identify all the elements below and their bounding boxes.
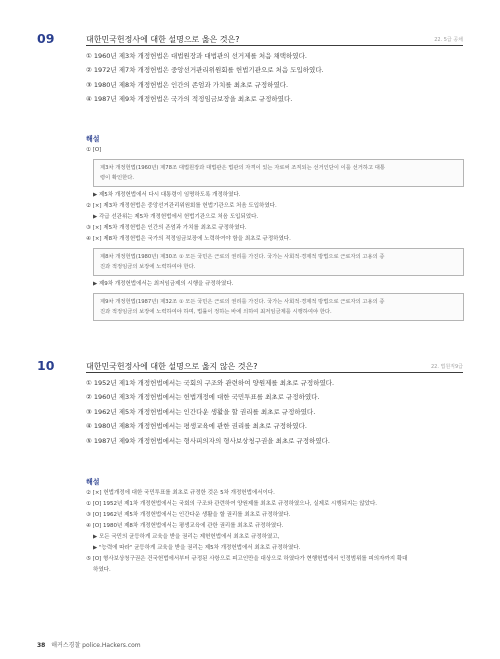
solution-line: ⑤ [O] 형사보상청구권은 건국헌법에서부터 규정된 사항으로 피고인만을 대상으로 하였다가 현행헌법에서 인정범위를 피의자까지 확대 — [86, 556, 408, 562]
solution-line: ④ [O] 1980년 제8차 개정헌법에서는 평생교육에 관한 권리를 최초로 규정하였다. — [86, 523, 284, 529]
solution-label: 해설 — [86, 478, 100, 486]
question-source: 22. 법원직9급 — [430, 364, 463, 370]
statute-line: 제9차 개정헌법(1987년) 제32조 ① 모든 국민은 근로의 권리를 가진다. 국가는 사회적·경제적 방법으로 근로자의 고용의 증 — [100, 299, 385, 305]
question-title: 대한민국헌정사에 대한 설명으로 옳은 것은? — [86, 35, 240, 44]
question-number: 09 — [37, 31, 55, 46]
solution-line: ③ [×] 제5차 개정헌법은 인간의 존엄과 가치를 최초로 규정하였다. — [86, 225, 247, 231]
question-divider — [86, 45, 463, 46]
statute-line: 제3차 개정헌법(1960년) 제78조 대법원장과 대법관은 법관의 자격이 있는 자로써 조직되는 선거인단이 이를 선거하고 대통 — [100, 165, 385, 171]
statute-line: 진과 적정임금의 보장에 노력하여야 하며, 법률이 정하는 바에 의하여 최저임금제를 시행하여야 한다. — [100, 309, 332, 315]
question-source: 22. 5급 공채 — [434, 37, 463, 43]
page-footer — [37, 640, 141, 649]
option-item: ① 1952년 제1차 개정헌법에서는 국회의 구조와 관련하여 양원제를 최초로 규정하였다. — [86, 379, 335, 387]
solution-line: ② [×] 헌법개정에 대한 국민투표를 최초로 규정한 것은 5차 개정헌법에서이다. — [86, 490, 275, 496]
statute-line: 진과 적정임금의 보장에 노력하여야 한다. — [100, 264, 196, 270]
option-item: ② 1972년 제7차 개정헌법은 중앙선거관리위원회를 헌법기관으로 처음 도입하였다. — [86, 66, 324, 75]
option-list — [86, 49, 466, 107]
statute-box — [93, 248, 464, 276]
option-item: ③ 1962년 제5차 개정헌법에서는 인간다운 생활을 할 권리를 최초로 규정하였다. — [86, 407, 316, 416]
solution-note: ▶ 제9차 개정헌법에서는 최저임금제의 시행을 규정하였다. — [93, 281, 234, 287]
footer-text: 해커스경찰 police.Hackers.com — [51, 642, 141, 649]
solution-line: ② [×] 제3차 개정헌법은 중앙선거관리위원회를 헌법기관으로 처음 도입하였다. — [86, 203, 277, 209]
option-item: ④ 1980년 제8차 개정헌법에서는 평생교육에 관한 권리를 최초로 규정하였다. — [86, 422, 307, 431]
solution-line: ① [O] — [86, 147, 102, 153]
solution-note: ▶ 각급 선관위는 제5차 개정헌법에서 헌법기관으로 처음 도입되었다. — [93, 214, 259, 220]
solution-line: ③ [O] 1962년 제5차 개정헌법에서는 인간다운 생활을 할 권리를 최초로 규정하였다. — [86, 512, 291, 518]
question-divider — [86, 372, 463, 373]
option-item: ⑤ 1987년 제9차 개정헌법에서는 형사피의자의 형사보상청구권을 최초로 규정하였다. — [86, 436, 330, 445]
option-list — [86, 376, 466, 448]
statute-line: 제8차 개정헌법(1980년) 제30조 ① 모든 국민은 근로의 권리를 가진다. 국가는 사회적·경제적 방법으로 근로자의 고용의 증 — [100, 254, 385, 260]
statute-box — [93, 159, 464, 187]
solution-line: 하였다. — [93, 567, 111, 573]
statute-line: 령이 확인한다. — [100, 175, 135, 181]
solution-note: ▶ 제5차 개정헌법에서 다시 대통령이 임명하도록 개정하였다. — [93, 192, 241, 198]
option-item: ④ 1987년 제9차 개정헌법은 국가의 적정임금보장을 최초로 규정하였다. — [86, 95, 293, 104]
question-number: 10 — [37, 358, 55, 373]
solution-section — [86, 476, 466, 576]
page-number: 38 — [37, 642, 46, 649]
solution-line: ① [O] 1952년 제1차 개정헌법에서는 국회의 구조와 관련하여 양원제를 최초로 규정하였으나, 실제로 시행되지는 않았다. — [86, 501, 378, 507]
option-item: ① 1960년 제3차 개정헌법은 대법원장과 대법관의 선거제를 처음 채택하였다. — [86, 52, 307, 60]
option-item: ③ 1980년 제8차 개정헌법은 인간의 존엄과 가치를 최초로 규정하였다. — [86, 80, 289, 89]
question-title: 대한민국헌정사에 대한 설명으로 옳지 않은 것은? — [86, 362, 258, 371]
statute-box — [93, 293, 464, 321]
solution-section — [86, 133, 466, 324]
solution-label: 해설 — [86, 135, 100, 143]
solution-line: ④ [×] 제8차 개정헌법은 국가의 적정임금보장에 노력하여야 함을 최초로 규정하였다. — [86, 236, 291, 242]
solution-note: ▶ 모든 국민의 균등하게 교육을 받을 권리는 제헌헌법에서 최초로 규정하였고, — [93, 534, 280, 540]
solution-note: ▶ "능력에 따라" 균등하게 교육을 받을 권리는 제5차 개정헌법에서 최초로 규정하였다. — [93, 545, 301, 551]
option-item: ② 1960년 제3차 개정헌법에서는 헌법개정에 대한 국민투표를 최초로 규정하였다. — [86, 393, 320, 402]
